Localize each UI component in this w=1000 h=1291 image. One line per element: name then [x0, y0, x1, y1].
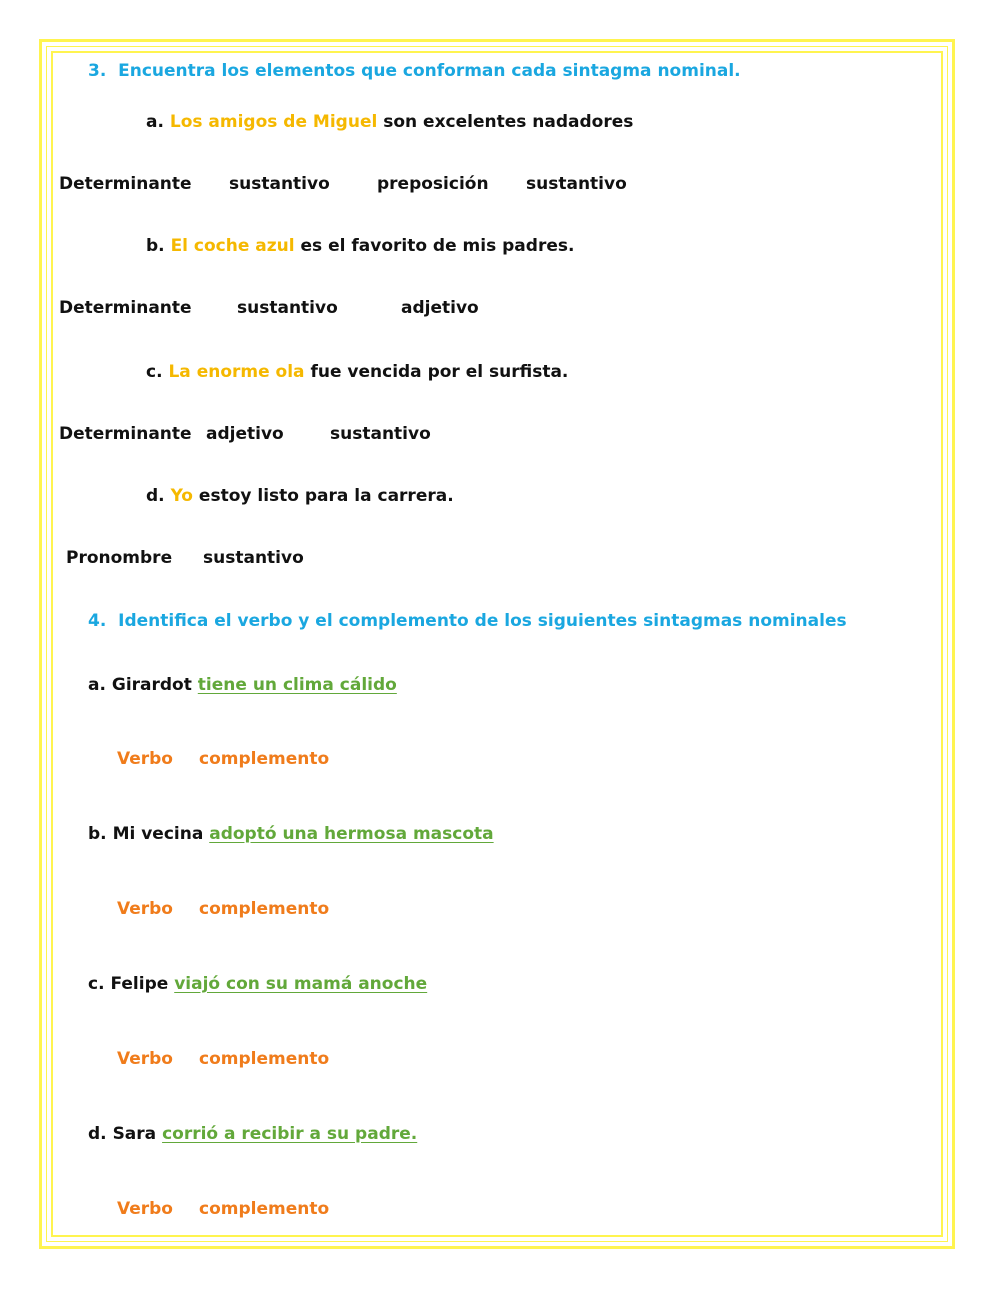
complement-label: complemento	[199, 1049, 330, 1069]
sentence-3d	[146, 488, 454, 505]
labels-row-3c	[0, 426, 1000, 494]
word-label: Determinante	[59, 174, 192, 194]
item-marker: d.	[146, 486, 165, 506]
sentence-rest: estoy listo para la carrera.	[193, 486, 454, 506]
sentence-predicate: viajó con su mamá anoche	[174, 974, 428, 994]
item-marker: b.	[146, 236, 165, 256]
word-label: sustantivo	[330, 424, 431, 444]
section-4-title: 4. Identifica el verbo y el complemento de los siguientes sintagmas nominales	[88, 611, 847, 631]
verb-label: Verbo	[117, 1049, 173, 1069]
item-marker: d.	[88, 1124, 107, 1144]
labels-row-3b	[0, 300, 1000, 368]
sentence-predicate: tiene un clima cálido	[197, 675, 397, 695]
word-label: sustantivo	[237, 298, 338, 318]
sentence-highlight: Los amigos de Miguel	[169, 112, 378, 132]
item-marker: c.	[88, 974, 105, 994]
complement-label: complemento	[199, 899, 330, 919]
complement-label: complemento	[199, 1199, 330, 1219]
word-label: preposición	[377, 174, 489, 194]
sentence-3a	[146, 114, 633, 131]
sentence-subject: Girardot	[111, 675, 198, 695]
section-3-title: 3. Encuentra los elementos que conforman cada sintagma nominal.	[88, 61, 741, 81]
labels-row-4b	[0, 901, 1000, 952]
sentence-rest: son excelentes nadadores	[377, 112, 634, 132]
item-marker: c.	[146, 362, 163, 382]
sentence-highlight: El coche azul	[170, 236, 295, 256]
sentence-predicate: corrió a recibir a su padre.	[162, 1124, 418, 1144]
item-marker: a.	[146, 112, 164, 132]
sentence-rest: es el favorito de mis padres.	[294, 236, 575, 256]
verb-label: Verbo	[117, 749, 173, 769]
word-label: Determinante	[59, 424, 192, 444]
sentence-3c	[146, 364, 568, 381]
sentence-4c	[88, 976, 427, 993]
sentence-subject: Sara	[112, 1124, 163, 1144]
sentence-subject: Mi vecina	[112, 824, 210, 844]
sentence-highlight: La enorme ola	[168, 362, 305, 382]
item-marker: b.	[88, 824, 107, 844]
sentence-rest: fue vencida por el surfista.	[304, 362, 569, 382]
word-label: Determinante	[59, 298, 192, 318]
sentence-highlight: Yo	[170, 486, 193, 506]
sentence-4b	[88, 826, 494, 843]
sentence-4a	[88, 677, 397, 694]
verb-label: Verbo	[117, 1199, 173, 1219]
verb-label: Verbo	[117, 899, 173, 919]
item-marker: a.	[88, 675, 106, 695]
labels-row-3d	[0, 550, 1000, 601]
sentence-subject: Felipe	[110, 974, 175, 994]
complement-label: complemento	[199, 749, 330, 769]
word-label: Pronombre	[66, 548, 173, 568]
labels-row-4a	[0, 751, 1000, 802]
sentence-3b	[146, 238, 574, 255]
labels-row-4c	[0, 1051, 1000, 1102]
word-label: adjetivo	[206, 424, 284, 444]
sentence-predicate: adoptó una hermosa mascota	[209, 824, 494, 844]
word-label: sustantivo	[229, 174, 330, 194]
labels-row-4d	[0, 1201, 1000, 1252]
word-label: adjetivo	[401, 298, 479, 318]
word-label: sustantivo	[526, 174, 627, 194]
sentence-4d	[88, 1126, 417, 1143]
word-label: sustantivo	[203, 548, 304, 568]
